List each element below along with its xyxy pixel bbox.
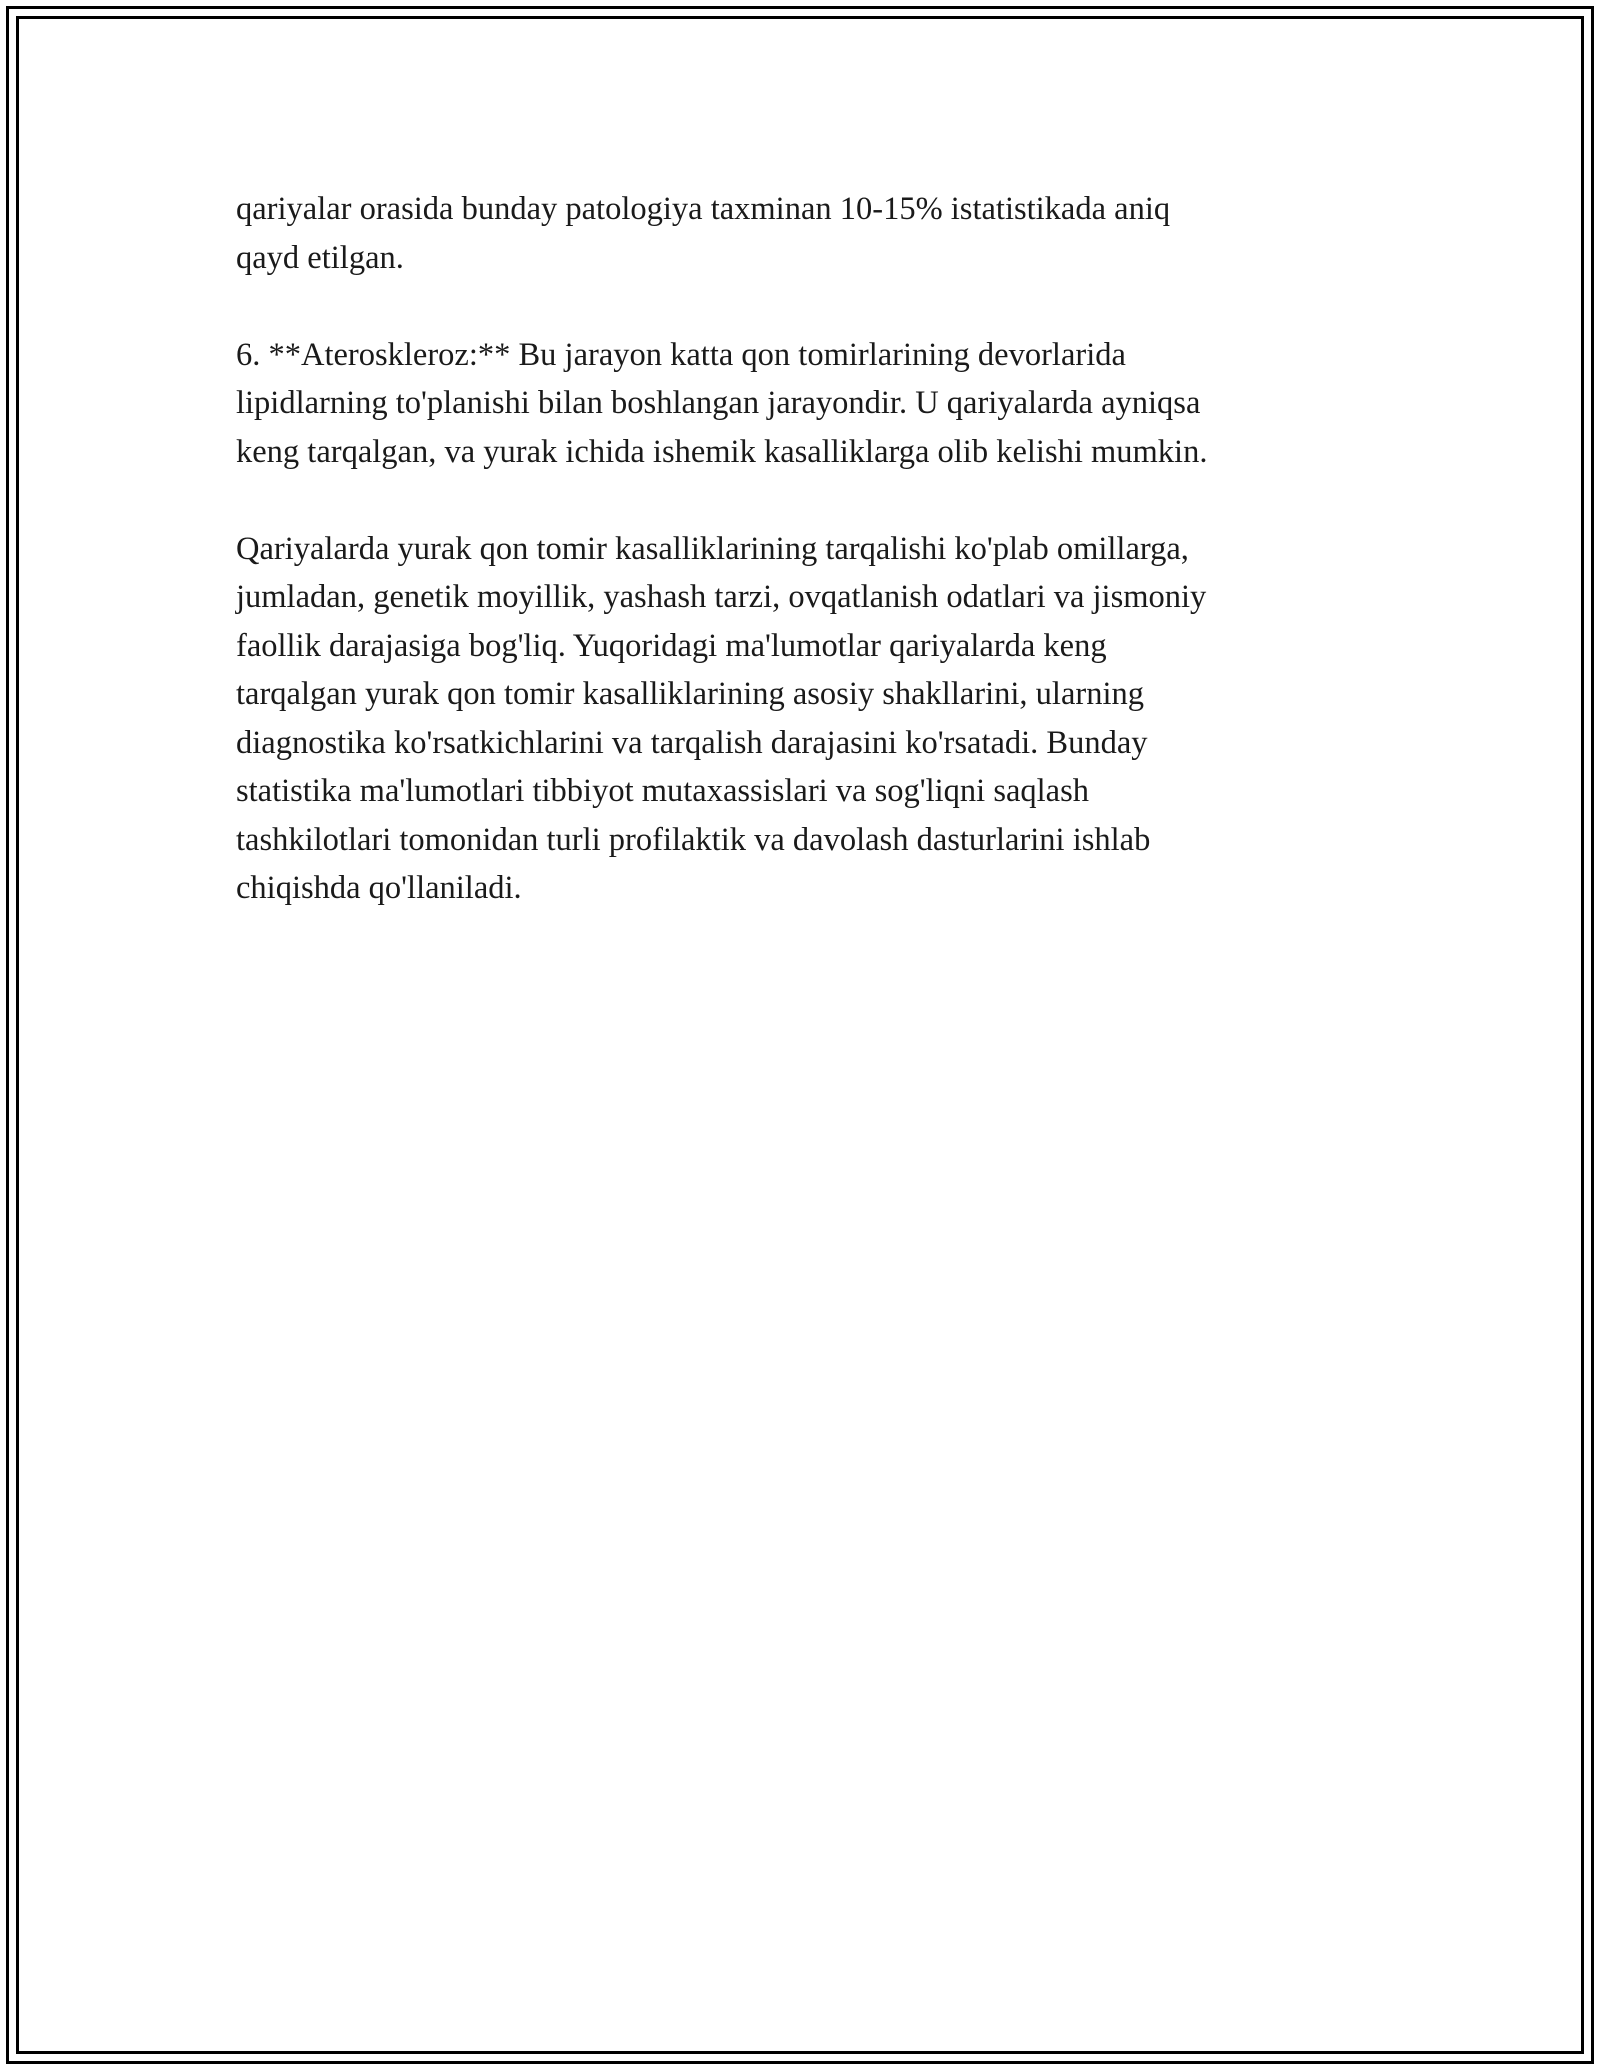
document-body	[236, 185, 1366, 961]
paragraph-prevalence-note: qariyalar orasida bunday patologiya taxminan 10-15% istatistikada aniq qayd etilgan.	[236, 191, 1171, 276]
paragraph-atherosclerosis: 6. **Ateroskleroz:** Bu jarayon katta qon tomirlarining devorlarida lipidlarning to'planishi bilan boshlangan jarayondir. U qariyalarda ayniqsa keng tarqalgan, va yurak ichida ishemik kasalliklarga olib kelishi mumkin.	[236, 336, 1208, 470]
paragraph-conclusion: Qariyalarda yurak qon tomir kasalliklarining tarqalishi ko'plab omillarga, jumladan, genetik moyillik, yashash tarzi, ovqatlanish odatlari va jismoniy faollik darajasiga bog'liq. Yuqoridagi ma'lumotlar qariyalarda keng tarqalgan yurak qon tomir kasalliklarining asosiy shakllarini, ularning diagnostika ko'rsatkichlarini va tarqalish darajasini ko'rsatadi. Bunday statistika ma'lumotlari tibbiyot mutaxassislari va sog'liqni saqlash tashkilotlari tomonidan turli profilaktik va davolash dasturlarini ishlab chiqishda qo'llaniladi.	[236, 530, 1207, 906]
